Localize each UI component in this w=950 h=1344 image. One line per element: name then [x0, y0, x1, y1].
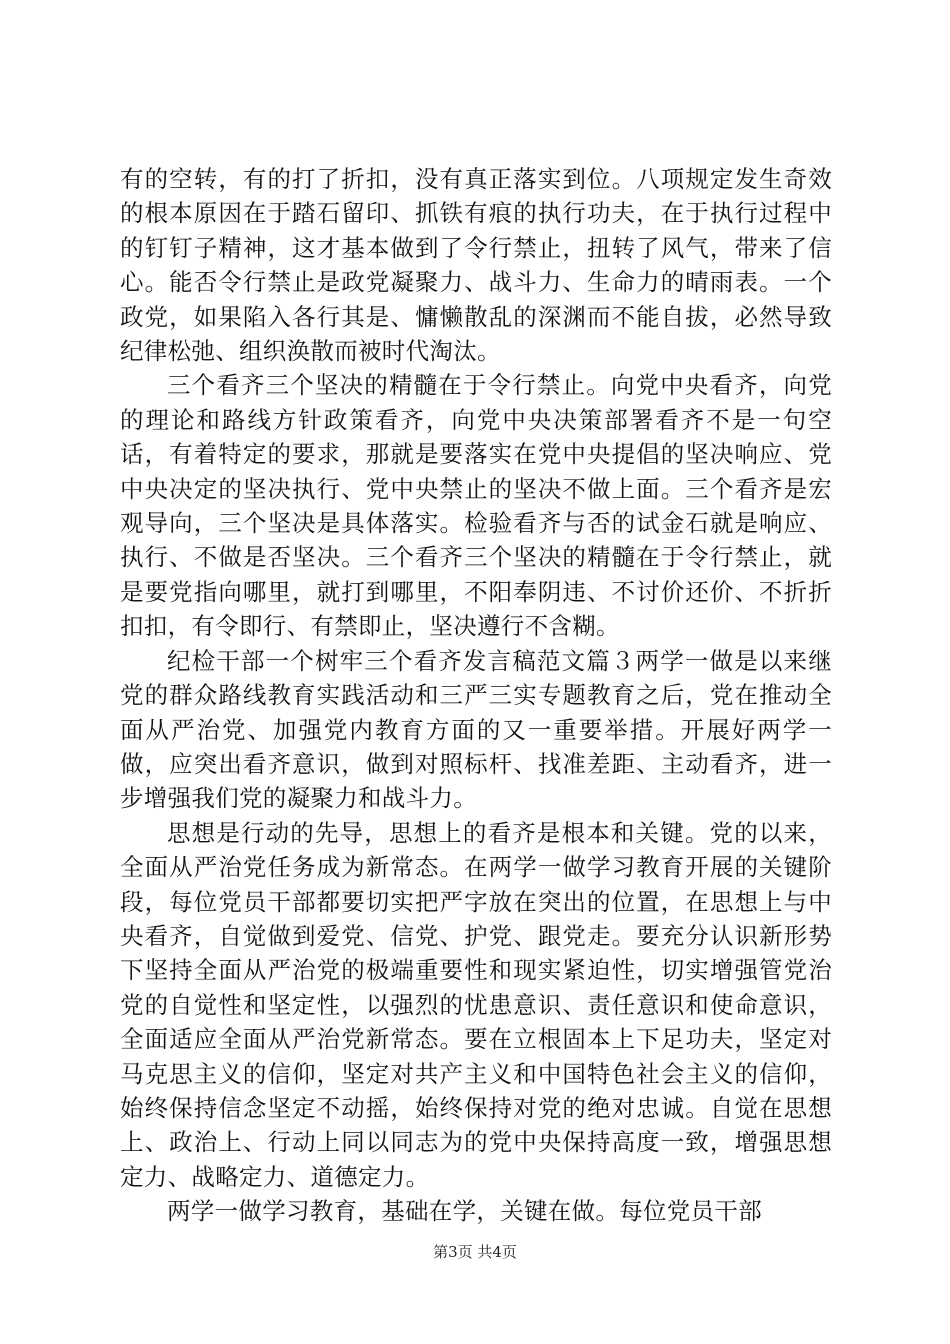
paragraph-5: 两学一做学习教育，基础在学，关键在做。每位党员干部: [167, 1197, 762, 1226]
paragraph-3: 纪检干部一个树牢三个看齐发言稿范文篇３两学一做是以来继党的群众路线教育实践活动和三严三实专题教育之后，党在推动全面从严治党、加强党内教育方面的又一重要举措。开展好两学一做，应突出看齐意识，做到对照标杆、找准差距、主动看齐，进一步增强我们党的凝聚力和战斗力。: [120, 646, 832, 813]
page-number-label: 第3页 共4页: [433, 1243, 517, 1261]
paragraph-1: 有的空转，有的打了折扣，没有真正落实到位。八项规定发生奇效的根本原因在于踏石留印、抓铁有痕的执行功夫，在于执行过程中的钉钉子精神，这才基本做到了令行禁止，扭转了风气，带来了信心。能否令行禁止是政党凝聚力、战斗力、生命力的晴雨表。一个政党，如果陷入各行其是、慵懒散乱的深渊而不能自拔，必然导致纪律松弛、组织涣散而被时代淘汰。: [120, 165, 832, 366]
page-footer: [0, 1242, 950, 1262]
paragraph-4: 思想是行动的先导，思想上的看齐是根本和关键。党的以来，全面从严治党任务成为新常态。在两学一做学习教育开展的关键阶段，每位党员干部都要切实把严字放在突出的位置，在思想上与中央看齐，自觉做到爱党、信党、护党、跟党走。要充分认识新形势下坚持全面从严治党的极端重要性和现实紧迫性，切实增强管党治党的自觉性和坚定性，以强烈的忧患意识、责任意识和使命意识，全面适应全面从严治党新常态。要在立根固本上下足功夫，坚定对马克思主义的信仰，坚定对共产主义和中国特色社会主义的信仰，始终保持信念坚定不动摇，始终保持对党的绝对忠诚。自觉在思想上、政治上、行动上同以同志为的党中央保持高度一致，增强思想定力、战略定力、道德定力。: [120, 818, 832, 1191]
paragraph-2: 三个看齐三个坚决的精髓在于令行禁止。向党中央看齐，向党的理论和路线方针政策看齐，向党中央决策部署看齐不是一句空话，有着特定的要求，那就是要落实在党中央提倡的坚决响应、党中央决定的坚决执行、党中央禁止的坚决不做上面。三个看齐是宏观导向，三个坚决是具体落实。检验看齐与否的试金石就是响应、执行、不做是否坚决。三个看齐三个坚决的精髓在于令行禁止，就是要党指向哪里，就打到哪里，不阳奉阴违、不讨价还价、不折折扣扣，有令即行、有禁即止，坚决遵行不含糊。: [120, 371, 832, 641]
document-body: [120, 162, 832, 1229]
